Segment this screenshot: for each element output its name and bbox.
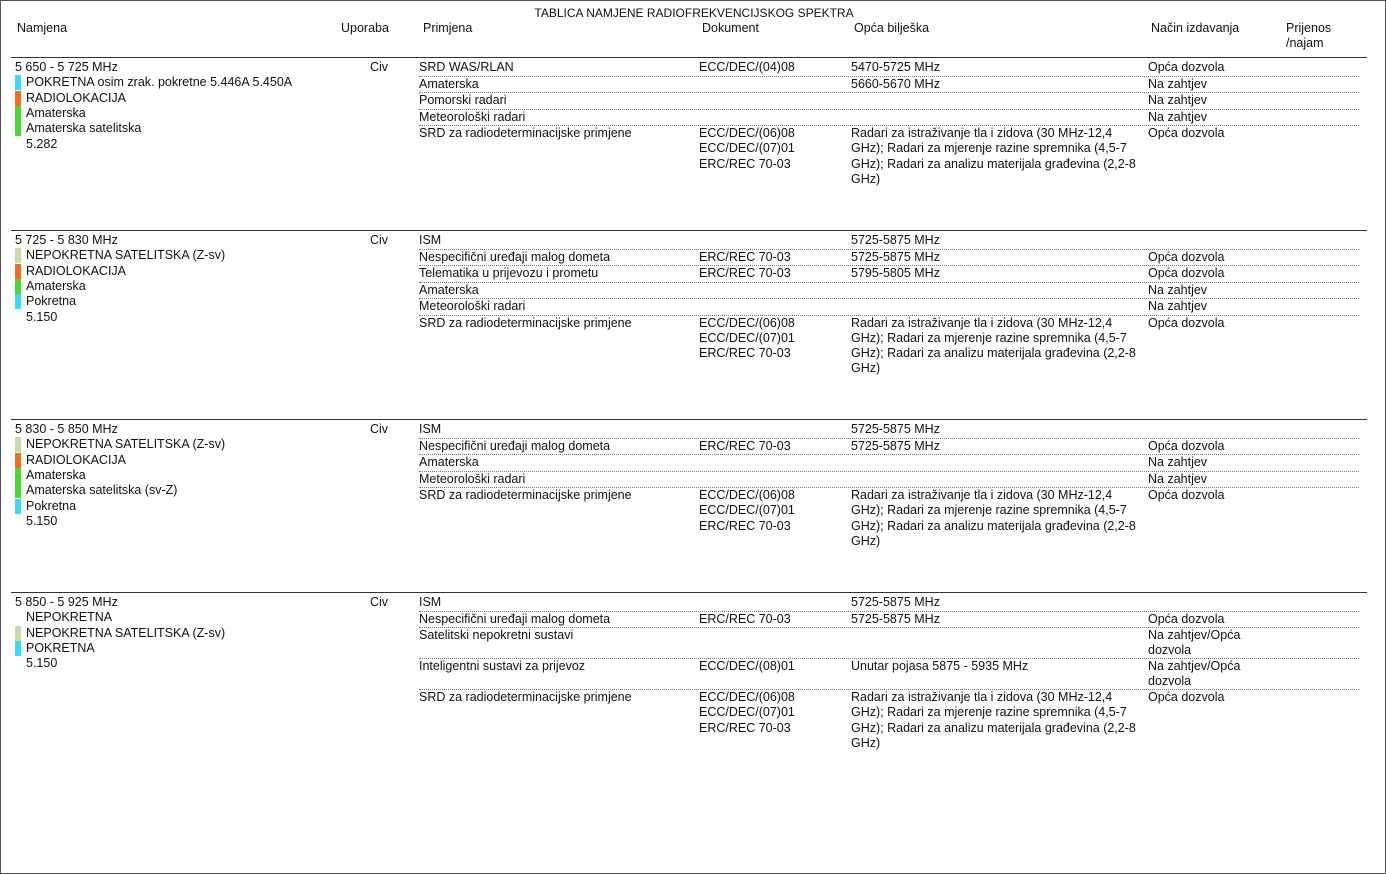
service-label: NEPOKRETNA SATELITSKA (Z-sv) — [26, 437, 226, 452]
service-label: 5.150 — [26, 513, 58, 528]
application-row — [419, 690, 1359, 781]
service-color-bar — [15, 641, 21, 656]
band-use: Civ — [370, 233, 389, 247]
band-use: Civ — [370, 595, 389, 609]
service-color-bar — [15, 106, 21, 121]
application-note: 5725-5875 MHz — [851, 438, 940, 453]
application-issuing: Na zahtjev — [1148, 109, 1208, 124]
band-separator-line — [11, 230, 1367, 231]
application-issuing: Opća dozvola — [1148, 690, 1225, 704]
document-ref: ERC/REC 70-03 — [699, 518, 791, 533]
application-documents — [699, 250, 849, 265]
service-label: Pokretna — [26, 498, 77, 513]
service-color-bar — [15, 75, 21, 90]
application-row — [419, 316, 1359, 407]
band-use: Civ — [370, 422, 389, 436]
application-note: 5470-5725 MHz — [851, 60, 940, 74]
document-ref: ECC/DEC/(06)08 — [699, 126, 795, 140]
service-label: RADIOLOKACIJA — [26, 90, 127, 105]
application-row — [419, 488, 1359, 579]
service-item — [15, 91, 126, 106]
header-namjena: Namjena — [17, 21, 68, 35]
document-ref: ERC/REC 70-03 — [699, 720, 791, 735]
document-ref: ECC/DEC/(06)08 — [699, 488, 795, 502]
application-name: Satelitski nepokretni sustavi — [419, 628, 574, 642]
service-color-bar — [15, 121, 21, 136]
service-color-bar — [15, 279, 21, 294]
service-item — [15, 294, 76, 309]
application-issuing: Na zahtjev — [1148, 299, 1208, 313]
application-note: 5795-5805 MHz — [851, 266, 940, 280]
header-dokument: Dokument — [702, 21, 759, 35]
service-color-bar — [15, 294, 21, 309]
service-label: Pokretna — [26, 294, 77, 309]
service-item — [15, 514, 57, 529]
application-row — [419, 439, 1359, 456]
service-item — [15, 453, 126, 468]
application-documents — [699, 659, 849, 674]
document-ref: ECC/DEC/(07)01 — [699, 330, 795, 345]
service-label: 5.282 — [26, 136, 58, 151]
service-item — [15, 106, 86, 121]
application-issuing: Opća dozvola — [1148, 266, 1225, 280]
service-item — [15, 264, 126, 279]
application-note: 5725-5875 MHz — [851, 233, 940, 247]
application-documents — [699, 60, 849, 75]
application-row — [419, 283, 1359, 300]
application-row — [419, 233, 1359, 250]
service-label: RADIOLOKACIJA — [26, 263, 127, 278]
band-use: Civ — [370, 60, 389, 74]
service-color-bar — [15, 499, 21, 514]
application-name: SRD za radiodeterminacijske primjene — [419, 690, 632, 704]
document-ref: ECC/DEC/(04)08 — [699, 60, 795, 74]
application-name: Nespecifični uređaji malog dometa — [419, 249, 611, 264]
band-range: 5 850 - 5 925 MHz — [15, 595, 118, 609]
application-name: SRD za radiodeterminacijske primjene — [419, 126, 632, 140]
application-issuing: Opća dozvola — [1148, 315, 1225, 330]
application-name: Telematika u prijevozu i prometu — [419, 266, 599, 280]
application-name: Nespecifični uređaji malog dometa — [419, 611, 611, 626]
application-row — [419, 628, 1359, 659]
service-item — [15, 437, 225, 452]
header-primjena: Primjena — [423, 21, 473, 35]
application-note: 5725-5875 MHz — [851, 595, 940, 609]
application-issuing: Na zahtjev — [1148, 93, 1208, 107]
service-label: Amaterska — [26, 278, 86, 293]
application-row — [419, 110, 1359, 127]
application-documents — [699, 690, 849, 736]
band-separator-line — [11, 419, 1367, 420]
band-range: 5 650 - 5 725 MHz — [15, 60, 118, 74]
service-color-bar — [15, 310, 21, 325]
document-ref: ECC/DEC/(06)08 — [699, 315, 795, 330]
header-biljeska: Opća bilješka — [854, 21, 930, 35]
application-row — [419, 659, 1359, 690]
service-label: Amaterska satelitska — [26, 121, 142, 136]
document-ref: ERC/REC 70-03 — [699, 438, 791, 453]
header-prijenos-line1: Prijenos — [1286, 21, 1332, 35]
application-issuing: Opća dozvola — [1148, 438, 1225, 453]
service-item — [15, 310, 57, 325]
application-issuing: Na zahtjev/Opća dozvola — [1148, 628, 1241, 658]
service-label: POKRETNA — [26, 640, 95, 655]
service-item — [15, 641, 95, 656]
application-row — [419, 77, 1359, 94]
application-documents — [699, 316, 849, 362]
application-row — [419, 126, 1359, 217]
application-name: Nespecifični uređaji malog dometa — [419, 438, 611, 453]
application-issuing: Opća dozvola — [1148, 488, 1225, 502]
application-issuing: Na zahtjev/Opća dozvola — [1148, 659, 1241, 689]
service-item — [15, 610, 112, 625]
service-item — [15, 656, 57, 671]
application-issuing: Opća dozvola — [1148, 60, 1225, 74]
application-note: 5725-5875 MHz — [851, 611, 940, 626]
document-ref: ECC/DEC/(07)01 — [699, 705, 795, 720]
application-name: ISM — [419, 595, 442, 609]
band-range: 5 725 - 5 830 MHz — [15, 233, 118, 247]
band-range: 5 830 - 5 850 MHz — [15, 422, 118, 436]
service-item — [15, 75, 292, 90]
application-documents — [699, 126, 849, 172]
service-color-bar — [15, 91, 21, 106]
service-label: 5.150 — [26, 656, 58, 671]
application-row — [419, 612, 1359, 629]
document-ref: ECC/DEC/(08)01 — [699, 659, 795, 673]
service-item — [15, 499, 76, 514]
application-documents — [699, 439, 849, 454]
application-name: Amaterska — [419, 455, 479, 469]
service-label: NEPOKRETNA SATELITSKA (Z-sv) — [26, 248, 226, 263]
service-color-bar — [15, 656, 21, 671]
band-separator-line — [11, 57, 1367, 58]
application-documents — [699, 612, 849, 627]
service-label: Amaterska — [26, 467, 86, 482]
service-label: Amaterska satelitska (sv-Z) — [26, 483, 178, 498]
document-ref: ERC/REC 70-03 — [699, 611, 791, 626]
application-issuing: Na zahtjev — [1148, 471, 1208, 486]
application-name: Meteorološki radari — [419, 109, 526, 124]
application-name: ISM — [419, 422, 442, 436]
service-item — [15, 248, 225, 263]
application-name: ISM — [419, 233, 442, 247]
service-label: NEPOKRETNA SATELITSKA (Z-sv) — [26, 625, 226, 640]
service-item — [15, 468, 86, 483]
service-color-bar — [15, 514, 21, 529]
service-color-bar — [15, 483, 21, 498]
application-name: Inteligentni sustavi za prijevoz — [419, 659, 586, 673]
service-color-bar — [15, 437, 21, 452]
service-item — [15, 483, 177, 498]
document-ref: ERC/REC 70-03 — [699, 249, 791, 264]
application-issuing: Na zahtjev — [1148, 282, 1208, 297]
application-documents — [699, 488, 849, 534]
application-name: SRD za radiodeterminacijske primjene — [419, 315, 632, 330]
service-item — [15, 279, 86, 294]
application-note: Radari za istraživanje tla i zidova (30 MHz-12,4 GHz); Radari za mjerenje razine spremnika (4,5-7 GHz); Radari za analizu materijala građevina (2,2-8 GHz) — [851, 488, 1136, 548]
service-item — [15, 137, 57, 152]
service-label: POKRETNA osim zrak. pokretne 5.446A 5.450A — [26, 75, 293, 90]
application-row — [419, 595, 1359, 612]
header-prijenos — [1286, 21, 1331, 51]
application-issuing: Na zahtjev — [1148, 76, 1208, 91]
service-label: NEPOKRETNA — [26, 610, 113, 625]
service-color-bar — [15, 468, 21, 483]
application-name: Meteorološki radari — [419, 299, 526, 313]
application-issuing: Na zahtjev — [1148, 455, 1208, 469]
application-row — [419, 472, 1359, 489]
application-note: 5660-5670 MHz — [851, 76, 940, 91]
service-color-bar — [15, 610, 21, 625]
application-note: Radari za istraživanje tla i zidova (30 MHz-12,4 GHz); Radari za mjerenje razine spremnika (4,5-7 GHz); Radari za analizu materijala građevina (2,2-8 GHz) — [851, 315, 1136, 376]
application-name: Amaterska — [419, 282, 479, 297]
application-row — [419, 299, 1359, 316]
service-label: 5.150 — [26, 309, 58, 324]
application-name: Amaterska — [419, 76, 479, 91]
document-ref: ERC/REC 70-03 — [699, 266, 791, 280]
document-ref: ERC/REC 70-03 — [699, 156, 791, 171]
application-name: SRD za radiodeterminacijske primjene — [419, 488, 632, 502]
service-color-bar — [15, 453, 21, 468]
application-name: Meteorološki radari — [419, 471, 526, 486]
application-row — [419, 60, 1359, 77]
application-row — [419, 422, 1359, 439]
application-row — [419, 250, 1359, 267]
application-note: Radari za istraživanje tla i zidova (30 MHz-12,4 GHz); Radari za mjerenje razine spremnika (4,5-7 GHz); Radari za analizu materijala građevina (2,2-8 GHz) — [851, 126, 1136, 186]
application-documents — [699, 266, 849, 281]
service-label: RADIOLOKACIJA — [26, 452, 127, 467]
header-izdavanje: Način izdavanja — [1151, 21, 1240, 35]
service-item — [15, 121, 141, 136]
service-color-bar — [15, 264, 21, 279]
document-ref: ERC/REC 70-03 — [699, 346, 791, 361]
application-note: 5725-5875 MHz — [851, 422, 940, 436]
application-row — [419, 93, 1359, 110]
application-row — [419, 266, 1359, 283]
document-ref: ECC/DEC/(07)01 — [699, 503, 795, 518]
service-color-bar — [15, 626, 21, 641]
service-label: Amaterska — [26, 105, 86, 120]
document-ref: ECC/DEC/(07)01 — [699, 141, 795, 156]
service-item — [15, 626, 225, 641]
header-prijenos-line2: /najam — [1286, 36, 1324, 50]
table-title: TABLICA NAMJENE RADIOFREKVENCIJSKOG SPEKTRA — [534, 6, 854, 20]
application-note: Unutar pojasa 5875 - 5935 MHz — [851, 659, 1029, 673]
application-name: SRD WAS/RLAN — [419, 60, 514, 74]
application-note: Radari za istraživanje tla i zidova (30 MHz-12,4 GHz); Radari za mjerenje razine spremnika (4,5-7 GHz); Radari za analizu materijala građevina (2,2-8 GHz) — [851, 690, 1136, 750]
service-color-bar — [15, 137, 21, 152]
application-issuing: Opća dozvola — [1148, 249, 1225, 264]
application-issuing: Opća dozvola — [1148, 611, 1225, 626]
application-name: Pomorski radari — [419, 93, 507, 107]
band-separator-line — [11, 592, 1367, 593]
application-row — [419, 455, 1359, 472]
service-color-bar — [15, 248, 21, 263]
application-note: 5725-5875 MHz — [851, 249, 940, 264]
application-issuing: Opća dozvola — [1148, 126, 1225, 140]
document-ref: ECC/DEC/(06)08 — [699, 690, 795, 704]
header-uporaba: Uporaba — [341, 21, 389, 35]
